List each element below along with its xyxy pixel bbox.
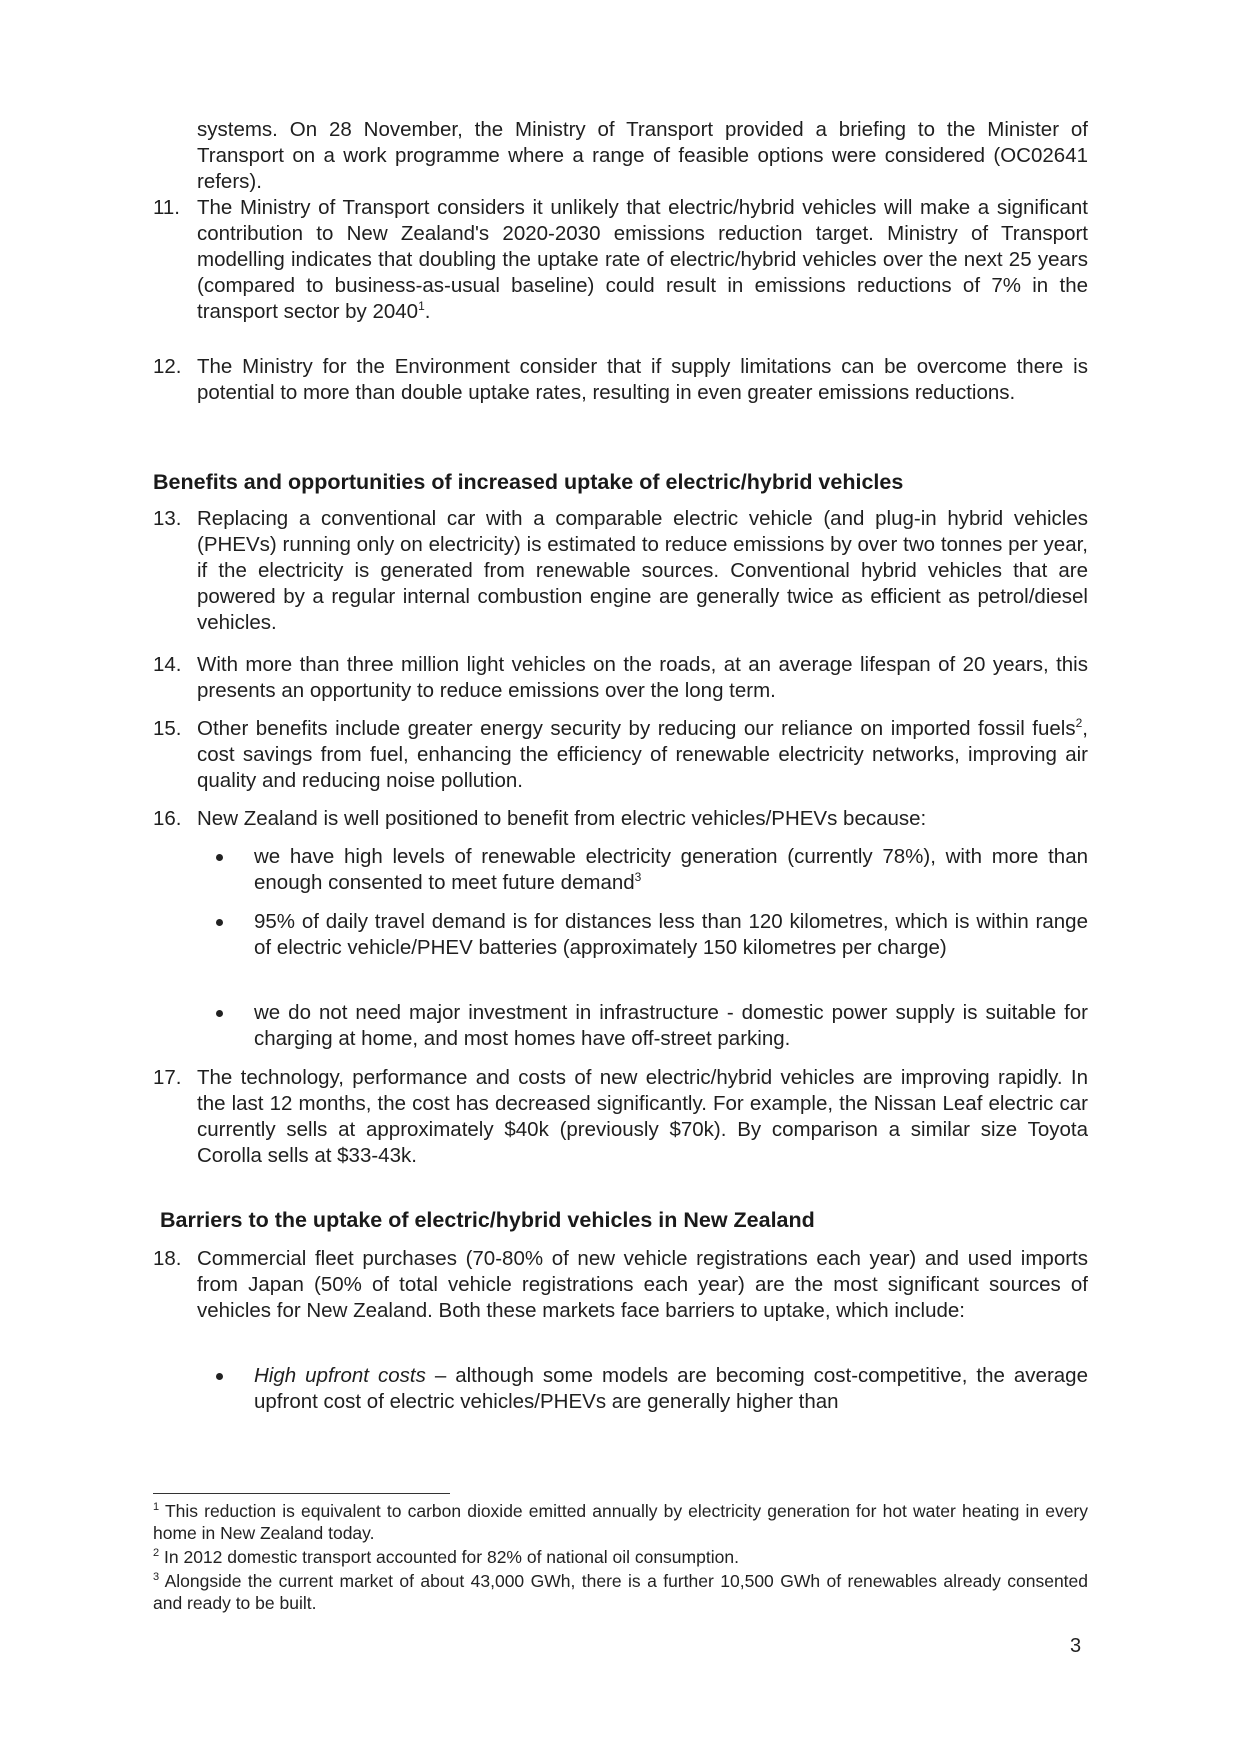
bullet-dot [216, 854, 223, 861]
bullet-item [216, 1363, 1088, 1415]
paragraph-text: Replacing a conventional car with a comparable electric vehicle (and plug-in hybrid vehicles (PHEVs) running only on electricity) is estimated to reduce emissions by over two tonnes per year, if the electricity is generated from renewable sources. Conventional hybrid vehicles that are powered by a regular internal combustion engine are generally twice as efficient as petrol/diesel vehicles. [197, 507, 1088, 634]
continuation-text: systems. On 28 November, the Ministry of Transport provided a briefing to the Minister of Transport on a work programme where a range of feasible options were considered (OC02641 refers). [197, 118, 1088, 193]
paragraph-11 [153, 195, 1088, 325]
bullet-item [216, 909, 1088, 961]
bullet-text [254, 844, 1088, 896]
paragraph-15 [153, 716, 1088, 794]
bullet-dot [216, 1373, 223, 1380]
footnote-1 [153, 1500, 1088, 1544]
paragraph-number: 11. [153, 196, 180, 219]
paragraph-text: New Zealand is well positioned to benefit from electric vehicles/PHEVs because: [197, 807, 927, 830]
section-heading-benefits: Benefits and opportunities of increased uptake of electric/hybrid vehicles [153, 470, 904, 494]
bullet-text: we do not need major investment in infrastructure - domestic power supply is suitable for charging at home, and most homes have off-street parking. [254, 1001, 1088, 1050]
paragraph-11-tail: . [424, 300, 431, 323]
paragraph-13 [153, 506, 1088, 636]
bullet-text: 95% of daily travel demand is for distances less than 120 kilometres, which is within range of electric vehicle/PHEV batteries (approximately 150 kilometres per charge) [254, 910, 1088, 959]
bullet-emphasis: High upfront costs [254, 1364, 426, 1387]
bullet-1-text: we have high levels of renewable electricity generation (currently 78%), with more than enough consented to meet future demand [254, 845, 1088, 894]
paragraph-text [197, 195, 1088, 325]
bullet-item [216, 844, 1088, 896]
continuation-paragraph [197, 117, 1088, 195]
bullet-body: – although some models are becoming cost-competitive, the average upfront cost of electric vehicles/PHEVs are generally higher than [254, 1364, 1088, 1413]
paragraph-text: Commercial fleet purchases (70-80% of new vehicle registrations each year) and used imports from Japan (50% of total vehicle registrations each year) are the most significant sources of vehicles for New Zealand. Both these markets face barriers to uptake, which include: [197, 1247, 1088, 1322]
footnote-ref-2: 2 [1075, 716, 1083, 731]
section-heading-barriers: Barriers to the uptake of electric/hybrid vehicles in New Zealand [160, 1208, 815, 1232]
footnote-ref-3: 3 [634, 870, 642, 885]
bullet-item [216, 1000, 1088, 1052]
footnote-separator [153, 1493, 450, 1494]
paragraph-number: 17. [153, 1066, 182, 1089]
footnote-number: 2 [153, 1547, 160, 1560]
footnote-text: In 2012 domestic transport accounted for 82% of national oil consumption. [164, 1547, 739, 1567]
footnote-number: 1 [153, 1501, 160, 1514]
footnote-text: Alongside the current market of about 43,000 GWh, there is a further 10,500 GWh of renewables already consented and ready to be built. [153, 1571, 1088, 1613]
footnote-ref-1: 1 [418, 299, 425, 314]
paragraph-15-part-b: , cost savings from fuel, enhancing the efficiency of renewable electricity networks, improving air quality and reducing noise pollution. [197, 717, 1088, 792]
footnote-number: 3 [153, 1571, 160, 1584]
paragraph-text: The Ministry for the Environment consider that if supply limitations can be overcome there is potential to more than double uptake rates, resulting in even greater emissions reductions. [197, 355, 1088, 404]
paragraph-18 [153, 1246, 1088, 1324]
paragraph-number: 12. [153, 355, 182, 378]
paragraph-text [197, 716, 1088, 794]
paragraph-11-body: The Ministry of Transport considers it unlikely that electric/hybrid vehicles will make a significant contribution to New Zealand's 2020-2030 emissions reduction target. Ministry of Transport modelling indicates that doubling the uptake rate of electric/hybrid vehicles over the next 25 years (compared to business-as-usual baseline) could result in emissions reductions of 7% in the transport sector by 2040 [197, 196, 1088, 323]
footnote-2 [153, 1546, 1088, 1568]
bullet-text [254, 1363, 1088, 1415]
bullet-dot [216, 1010, 223, 1017]
paragraph-16 [153, 806, 1088, 832]
paragraph-14 [153, 652, 1088, 704]
paragraph-15-part-a: Other benefits include greater energy security by reducing our reliance on imported fossil fuels [197, 717, 1076, 740]
paragraph-number: 18. [153, 1247, 182, 1270]
paragraph-number: 14. [153, 653, 182, 676]
paragraph-number: 13. [153, 507, 182, 530]
paragraph-12 [153, 354, 1088, 406]
paragraph-17 [153, 1065, 1088, 1169]
paragraph-number: 15. [153, 717, 182, 740]
footnote-3 [153, 1570, 1088, 1614]
bullet-dot [216, 919, 223, 926]
footnote-text: This reduction is equivalent to carbon dioxide emitted annually by electricity generation for hot water heating in every home in New Zealand today. [153, 1501, 1089, 1543]
page-number: 3 [1070, 1635, 1082, 1657]
paragraph-text: The technology, performance and costs of new electric/hybrid vehicles are improving rapidly. In the last 12 months, the cost has decreased significantly. For example, the Nissan Leaf electric car currently sells at approximately $40k (previously $70k). By comparison a similar size Toyota Corolla sells at $33-43k. [197, 1066, 1088, 1167]
paragraph-number: 16. [153, 807, 182, 830]
paragraph-text: With more than three million light vehicles on the roads, at an average lifespan of 20 years, this presents an opportunity to reduce emissions over the long term. [197, 653, 1088, 702]
